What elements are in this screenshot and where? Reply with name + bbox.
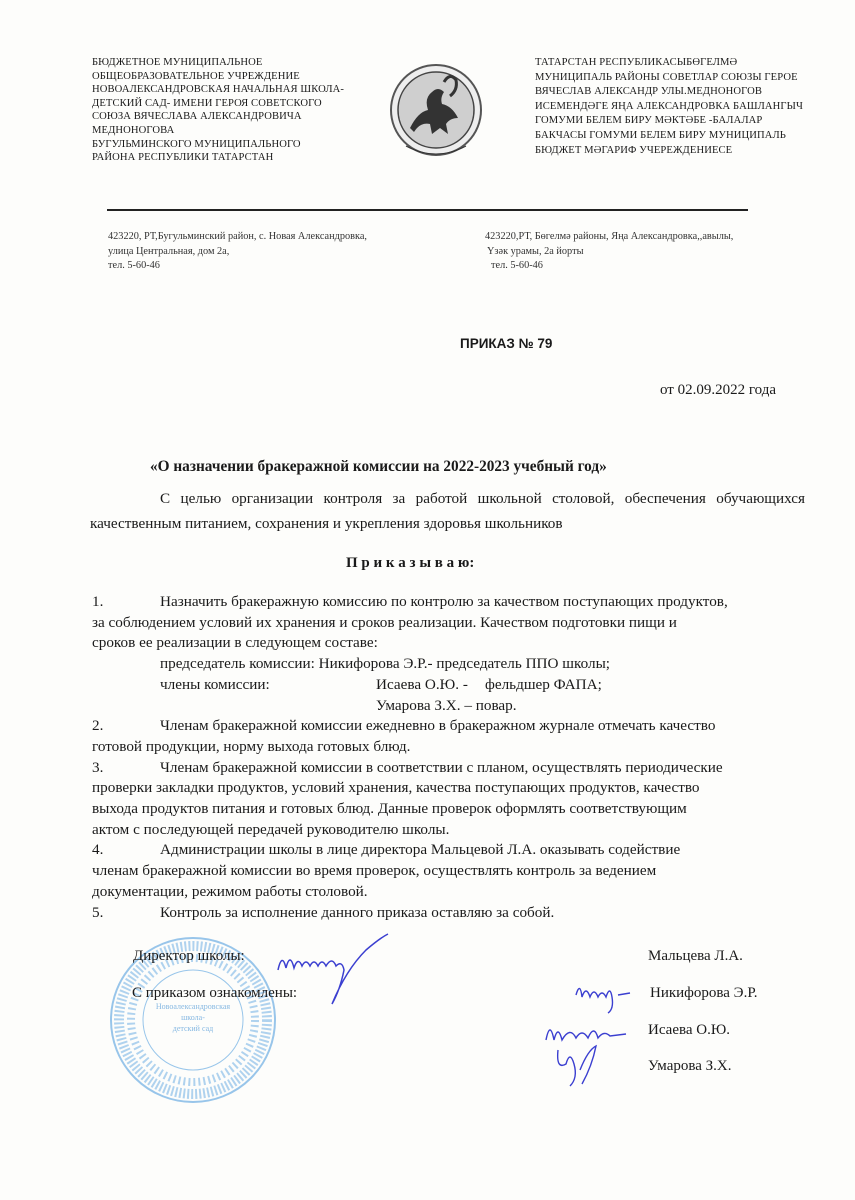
chair-label: председатель комиссии: bbox=[160, 655, 315, 673]
address-line: тел. 5-60-46 bbox=[108, 260, 160, 271]
header-divider bbox=[107, 209, 748, 211]
stamp-line: школа- bbox=[181, 1013, 205, 1022]
members-label: члены комиссии: bbox=[160, 675, 270, 693]
director-label: Директор школы: bbox=[133, 948, 245, 964]
address-line: улица Центральная, дом 2а, bbox=[108, 245, 230, 257]
tatarstan-emblem-icon bbox=[388, 62, 484, 162]
order-item bbox=[92, 592, 808, 716]
address-line: 423220,РТ, Бөгелмә районы, Яңа Александровка,,авылы, bbox=[485, 231, 734, 242]
header-line: ДЕТСКИЙ САД- ИМЕНИ ГЕРОЯ СОВЕТСКОГО bbox=[92, 97, 322, 109]
address-line: Үзәк урамы, 2а йорты bbox=[487, 245, 584, 257]
member-name: Умарова З.Х. – повар. bbox=[376, 696, 517, 714]
item-text: актом с последующей передачей руководителю школы. bbox=[92, 820, 450, 838]
item-number: 4. bbox=[92, 841, 104, 859]
item-text: сроков ее реализации в следующем составе: bbox=[92, 634, 378, 652]
item-number: 3. bbox=[92, 758, 104, 776]
director-signature bbox=[270, 930, 400, 1010]
header-line: МУНИЦИПАЛЬ РАЙОНЫ СОВЕТЛАР СОЮЗЫ ГЕРОЕ bbox=[535, 71, 798, 83]
stamp-line: Новоалександровская bbox=[155, 1002, 231, 1011]
item-number: 2. bbox=[92, 717, 104, 735]
order-title: ПРИКАЗ № 79 bbox=[460, 336, 553, 351]
order-item bbox=[92, 716, 808, 757]
acquainted-name: Никифорова Э.Р. bbox=[650, 985, 758, 1001]
director-name: Мальцева Л.А. bbox=[648, 948, 743, 964]
header-line: МЕДНОНОГОВА bbox=[92, 124, 175, 136]
item-text: Членам бракеражной комиссии в соответствии с планом, осуществлять периодические bbox=[160, 758, 723, 776]
header-line: ВЯЧЕСЛАВ АЛЕКСАНДР УЛЫ.МЕДНОНОГОВ bbox=[535, 86, 762, 98]
address-line: 423220, РТ,Бугульминский район, с. Новая Александровка, bbox=[108, 231, 367, 242]
header-line: БУГУЛЬМИНСКОГО МУНИЦИПАЛЬНОГО bbox=[92, 138, 301, 150]
header-left-org-name bbox=[92, 56, 344, 165]
order-date: от 02.09.2022 года bbox=[660, 382, 776, 398]
header-line: БЮДЖЕТ МӘГАРИФ УЧЕРЕЖДЕНИЕСЕ bbox=[535, 144, 733, 156]
order-preamble: С целью организации контроля за работой школьной столовой, обеспечения обучающихся качественным питанием, сохранения и укрепления здоровья школьников bbox=[90, 490, 805, 532]
header-line: БАКЧАСЫ ГОМУМИ БЕЛЕМ БИРУ МУНИЦИПАЛЬ bbox=[535, 129, 786, 141]
header-right-org-name bbox=[535, 56, 803, 158]
item-text: выхода продуктов питания и готовых блюд. Данные проверок оформлять соответствующим bbox=[92, 800, 687, 818]
decree-heading: П р и к а з ы в а ю: bbox=[346, 555, 475, 571]
item-number: 5. bbox=[92, 903, 104, 921]
order-items bbox=[92, 592, 808, 923]
acquainted-name: Умарова З.Х. bbox=[648, 1058, 732, 1074]
item-text: за соблюдением условий их хранения и сроков реализации. Качеством подготовки пищи и bbox=[92, 613, 677, 631]
header-line: ТАТАРСТАН РЕСПУБЛИКАСЫБӨГЕЛМӘ bbox=[535, 57, 738, 68]
item-text: Членам бракеражной комиссии ежедневно в бракеражном журнале отмечать качество bbox=[160, 717, 716, 735]
member-role: фельдшер ФАПА; bbox=[485, 675, 602, 693]
header-line: ГОМУМИ БЕЛЕМ БИРУ МӘКТӘБЕ -БАЛАЛАР bbox=[535, 115, 763, 127]
address-right bbox=[485, 230, 733, 274]
header-line: ОБЩЕОБРАЗОВАТЕЛЬНОЕ УЧРЕЖДЕНИЕ bbox=[92, 70, 300, 82]
signature-umarova bbox=[552, 1040, 612, 1090]
order-item bbox=[92, 840, 808, 902]
item-number: 1. bbox=[92, 593, 104, 610]
header-line: СОЮЗА ВЯЧЕСЛАВА АЛЕКСАНДРОВИЧА bbox=[92, 111, 302, 123]
header-line: РАЙОНА РЕСПУБЛИКИ ТАТАРСТАН bbox=[92, 152, 274, 164]
address-line: тел. 5-60-46 bbox=[491, 260, 543, 271]
header-line: БЮДЖЕТНОЕ МУНИЦИПАЛЬНОЕ bbox=[92, 57, 263, 68]
item-text: документации, режимом работы столовой. bbox=[92, 882, 368, 900]
header-line: ИСЕМЕНДӘГЕ ЯҢА АЛЕКСАНДРОВКА БАШЛАНГЫЧ bbox=[535, 100, 803, 112]
stamp-line: детский сад bbox=[172, 1024, 214, 1033]
header-line: НОВОАЛЕКСАНДРОВСКАЯ НАЧАЛЬНАЯ ШКОЛА- bbox=[92, 84, 344, 96]
item-text: Назначить бракеражную комиссию по контролю за качеством поступающих продуктов, bbox=[160, 593, 728, 610]
item-text: готовой продукции, норму выхода готовых блюд. bbox=[92, 737, 411, 755]
chair-name: Никифорова Э.Р.- председатель ППО школы; bbox=[318, 655, 610, 673]
order-subject: «О назначении бракеражной комиссии на 2022-2023 учебный год» bbox=[150, 458, 607, 475]
acquainted-name: Исаева О.Ю. bbox=[648, 1022, 731, 1038]
item-text: членам бракеражной комиссии во время проверок, осуществлять контроль за ведением bbox=[92, 862, 657, 880]
acquainted-label: С приказом ознакомлены: bbox=[132, 985, 298, 1001]
signature-nikiforova bbox=[572, 975, 642, 1015]
member-name: Исаева О.Ю. - bbox=[376, 675, 468, 693]
item-text: Контроль за исполнение данного приказа оставляю за собой. bbox=[160, 903, 555, 921]
item-text: Администрации школы в лице директора Мальцевой Л.А. оказывать содействие bbox=[160, 841, 681, 859]
item-text: проверки закладки продуктов, условий хранения, качества поступающих продуктов, качество bbox=[92, 779, 700, 797]
order-item bbox=[92, 758, 808, 841]
address-left bbox=[108, 230, 367, 274]
order-item bbox=[92, 903, 808, 924]
